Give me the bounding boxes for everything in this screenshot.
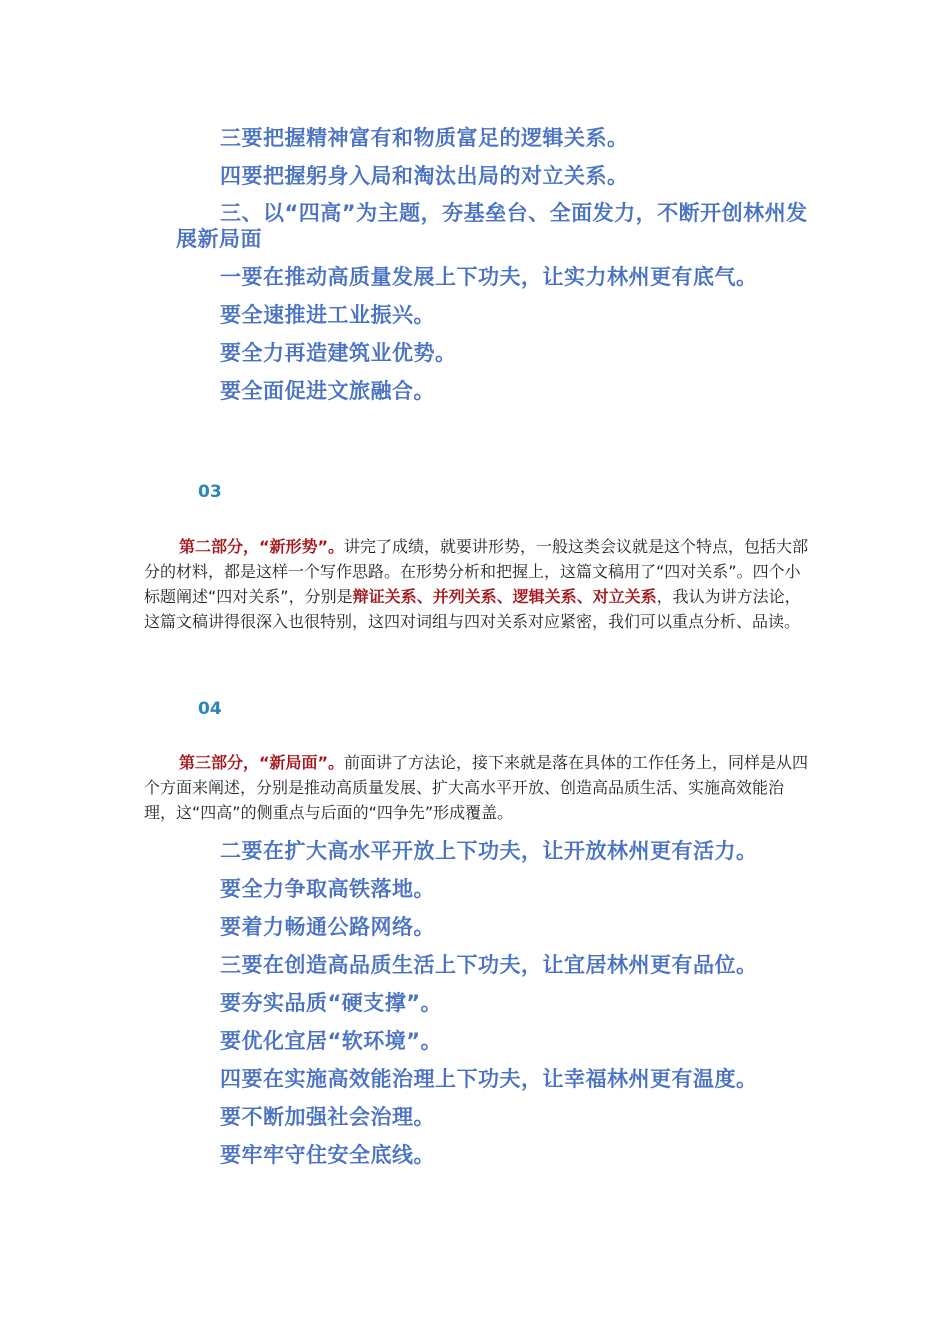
list-item: 要优化宜居“软环境”。 bbox=[220, 1029, 443, 1053]
list-item: 要全力争取高铁落地。 bbox=[220, 877, 435, 901]
list-item: 一要在推动高质量发展上下功夫，让实力林州更有底气。 bbox=[220, 265, 758, 289]
paragraph-highlight: 辩证关系、并列关系、逻辑关系、对立关系 bbox=[352, 587, 657, 606]
list-item: 要全面促进文旅融合。 bbox=[220, 379, 435, 403]
list-item: 要不断加强社会治理。 bbox=[220, 1105, 435, 1129]
paragraph-text: 讲完了成绩，就要讲形势，一般这类会议就是这个特点，包括大部分的材料，都是这样一个写作思路。在形势分析和把握上，这篇文稿用了“四对关系”。四个小标题阐述“四对关系”，分别是 bbox=[144, 537, 809, 606]
section-number: 04 bbox=[198, 699, 222, 719]
list-item: 要全力再造建筑业优势。 bbox=[220, 341, 457, 365]
list-item: 二要在扩大高水平开放上下功夫，让开放林州更有活力。 bbox=[220, 839, 758, 863]
paragraph-lead: 第二部分，“新形势”。 bbox=[179, 537, 345, 556]
list-item: 要夯实品质“硬支撑”。 bbox=[220, 991, 443, 1015]
list-item: 四要在实施高效能治理上下功夫，让幸福林州更有温度。 bbox=[220, 1067, 758, 1091]
list-item: 要牢牢守住安全底线。 bbox=[220, 1143, 435, 1167]
paragraph-lead: 第三部分，“新局面”。 bbox=[179, 753, 345, 772]
list-item: 三要在创造高品质生活上下功夫，让宜居林州更有品位。 bbox=[220, 953, 758, 977]
list-item: 要全速推进工业振兴。 bbox=[220, 303, 435, 327]
list-item: 要着力畅通公路网络。 bbox=[220, 915, 435, 939]
paragraph-text: ，我认为讲方法论，这篇文稿讲得很深入也很特别，这四对词组与四对关系对应紧密，我们可以重点分析、品读。 bbox=[144, 587, 801, 631]
paragraph-section-04 bbox=[144, 750, 812, 825]
section-heading: 三、以“四高”为主题，夯基垒台、全面发力，不断开创林州发展新局面 bbox=[176, 201, 808, 251]
list-item: 三要把握精神富有和物质富足的逻辑关系。 bbox=[220, 126, 629, 150]
paragraph-text: 前面讲了方法论，接下来就是落在具体的工作任务上，同样是从四个方面来阐述，分别是推动高质量发展、扩大高水平开放、创造高品质生活、实施高效能治理，这“四高”的侧重点与后面的“四争先”形成覆盖。 bbox=[144, 753, 809, 822]
section-number: 03 bbox=[198, 482, 222, 502]
list-item: 四要把握躬身入局和淘汰出局的对立关系。 bbox=[220, 164, 629, 188]
paragraph-section-03 bbox=[144, 534, 812, 634]
